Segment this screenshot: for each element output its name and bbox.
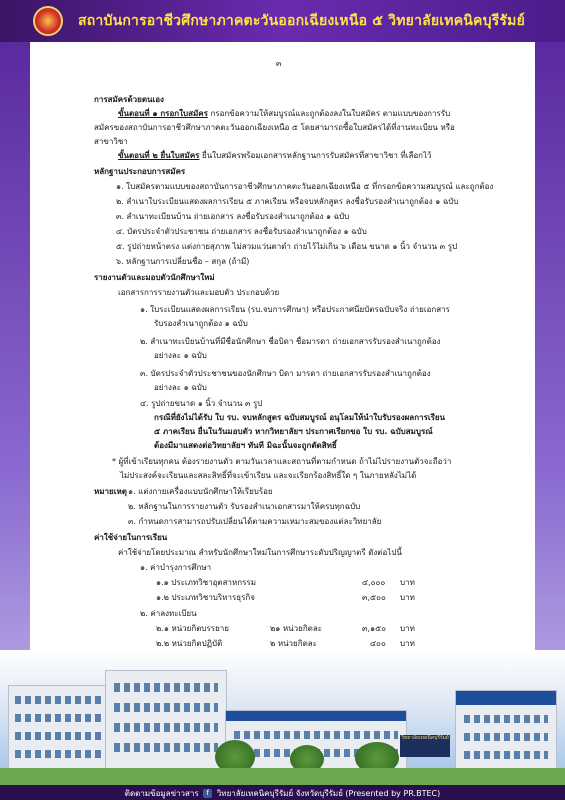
step2-text: ยื่นใบสมัครพร้อมเอกสารหลักฐานการรับสมัครที่สาขาวิชา ที่เลือกไว้: [202, 151, 432, 160]
report-item-cont: อย่างละ ๑ ฉบับ: [154, 351, 207, 360]
step2-label: ขั้นตอนที่ ๒ ยื่นใบสมัคร: [118, 151, 200, 160]
footer-text: [0, 787, 565, 800]
report-intro: เอกสารการรายงานตัวและมอบตัว ประกอบด้วย: [118, 288, 280, 297]
facebook-icon[interactable]: f: [203, 789, 212, 798]
remark-item: ๓. กำหนดการสามารถปรับเปลี่ยนได้ตามความเหมาะสมของแต่ละวิทยาลัย: [128, 517, 382, 526]
step2-line: [118, 150, 432, 162]
step1-text-c: สาขาวิชา: [94, 137, 128, 146]
fee-intro: ค่าใช้จ่ายโดยประมาณ สำหรับนักศึกษาใหม่ในการศึกษาระดับปริญญาตรี ดังต่อไปนี้: [118, 548, 402, 557]
report-item: ๑. ใบระเบียนแสดงผลการเรียน (รบ.จบการศึกษา) หรือประกาศนียบัตรฉบับจริง ถ่ายเอกสาร: [140, 305, 450, 314]
evidence-title: หลักฐานประกอบการสมัคร: [94, 167, 186, 176]
report-item: ๔. รูปถ่ายขนาด ๑ นิ้ว จำนวน ๓ รูป: [140, 399, 263, 408]
college-logo: [33, 6, 63, 36]
fee-item-amount: ๓,๑๕๐: [362, 624, 387, 633]
building-roof: [226, 711, 406, 721]
fee-item-amount: ๔,๐๐๐: [362, 578, 386, 587]
remark-label: หมายเหตุ: [94, 487, 127, 496]
report-bold-note: ต้องมีมาแสดงต่อวิทยาลัยฯ ทันที มิฉะนั้นจะถูกตัดสิทธิ์: [154, 441, 337, 450]
fee-item-amount: ๔๐๐: [370, 639, 386, 648]
fee-item-name: ๒.๑ หน่วยกิตบรรยาย: [156, 624, 229, 633]
section-apply-title: การสมัครด้วยตนเอง: [94, 95, 164, 104]
evidence-item: ๔. บัตรประจำตัวประชาชน ถ่ายเอกสาร ลงชื่อรับรองสำเนาถูกต้อง ๑ ฉบับ: [116, 227, 367, 236]
remark-item: ๑. แต่งกายเครื่องแบบนักศึกษาให้เรียบร้อย: [128, 487, 273, 496]
window-row: [114, 703, 218, 712]
evidence-item: ๒. สำเนาใบระเบียนแสดงผลการเรียน ๕ ภาคเรียน หรือจบหลักสูตร ลงชื่อรับรองสำเนาถูกต้อง ๑ ฉบับ: [116, 197, 459, 206]
report-bold-note: ๕ ภาคเรียน ยื่นในวันมอบตัว หากวิทยาลัยฯ ประกาศเรียกขอ ใบ รบ. ฉบับสมบูรณ์: [154, 427, 433, 436]
window-row: [114, 743, 218, 752]
window-row: [464, 751, 548, 759]
fee-item-unit: บาท: [400, 639, 415, 648]
fee-item-credits: ๒ หน่วยกิตละ: [270, 639, 317, 648]
star-note: * ผู้ที่เข้าเรียนทุกคน ต้องรายงานตัว ตามวันเวลาและสถานที่ตามกำหนด ถ้าไม่ไปรายงานตัวจะถือว่า: [112, 457, 452, 466]
window-row: [15, 714, 111, 722]
evidence-item: ๖. หลักฐานการเปลี่ยนชื่อ – สกุล (ถ้ามี): [116, 257, 250, 266]
remark-item: ๒. หลักฐานในการรายงานตัว รับรองสำเนาเอกสารมาให้ครบทุกฉบับ: [128, 502, 361, 511]
window-row: [234, 731, 398, 739]
fee1-title: ๑. ค่าบำรุงการศึกษา: [140, 563, 212, 572]
header-title: สถาบันการอาชีวศึกษาภาคตะวันออกเฉียงเหนือ ๕ วิทยาลัยเทคนิคบุรีรัมย์: [78, 13, 525, 29]
page-number: ๓: [276, 59, 282, 68]
fee-item-name: ๑.๑ ประเภทวิชาอุตสาหกรรม: [156, 578, 256, 587]
evidence-item: ๕. รูปถ่ายหน้าตรง แต่งกายสุภาพ ไม่สวมแว่นตาดำ ถ่ายไว้ไม่เกิน ๖ เดือน ขนาด ๑ นิ้ว จำนวน ๓ รูป: [116, 242, 458, 251]
college-sign: วิทยาลัยเทคนิคบุรีรัมย์: [400, 735, 450, 757]
fee-item-credits: ๒๑ หน่วยกิตละ: [270, 624, 323, 633]
fee-item-unit: บาท: [400, 593, 415, 602]
fee2-title: ๒. ค่าลงทะเบียน: [140, 609, 197, 618]
window-row: [114, 723, 218, 732]
building-left: [8, 685, 120, 772]
fee-title: ค่าใช้จ่ายในการเรียน: [94, 533, 168, 542]
lawn: [0, 768, 565, 785]
footer-text-b: วิทยาลัยเทคนิคบุรีรัมย์ จังหวัดบุรีรัมย์ (Presented by PR.BTEC): [216, 789, 441, 798]
step1-line: [118, 108, 450, 120]
window-row: [464, 733, 548, 741]
window-row: [15, 750, 111, 758]
fee-item-unit: บาท: [400, 624, 415, 633]
star-note: ไม่ประสงค์จะเรียนและสละสิทธิ์ที่จะเข้าเรียน และจะเรียกร้องสิทธิ์ใด ๆ ในภายหลังไม่ได้: [120, 471, 417, 480]
report-item: ๒. สำเนาทะเบียนบ้านที่มีชื่อนักศึกษา ชื่อบิดา ชื่อมารดา ถ่ายเอกสารรับรองสำเนาถูกต้อง: [140, 337, 441, 346]
window-row: [15, 732, 111, 740]
evidence-item: ๓. สำเนาทะเบียนบ้าน ถ่ายเอกสาร ลงชื่อรับรองสำเนาถูกต้อง ๑ ฉบับ: [116, 212, 350, 221]
footer-bar: [0, 785, 565, 800]
building-tall: [105, 670, 227, 772]
report-item-cont: อย่างละ ๑ ฉบับ: [154, 383, 207, 392]
campus-photo: [0, 650, 565, 785]
report-title: รายงานตัวและมอบตัวนักศึกษาใหม่: [94, 273, 215, 282]
report-item: ๓. บัตรประจำตัวประชาชนของนักศึกษา บิดา มารดา ถ่ายเอกสารรับรองสำเนาถูกต้อง: [140, 369, 431, 378]
fee-item-unit: บาท: [400, 578, 415, 587]
report-item-cont: รับรองสำเนาถูกต้อง ๑ ฉบับ: [154, 319, 248, 328]
fee-item-name: ๒.๒ หน่วยกิตปฏิบัติ: [156, 639, 223, 648]
fee-item-name: ๑.๒ ประเภทวิชาบริหารธุรกิจ: [156, 593, 255, 602]
step1-text: กรอกข้อความให้สมบูรณ์และถูกต้องลงในใบสมัคร ตามแบบของการรับ: [210, 109, 451, 118]
building-roof: [456, 691, 556, 705]
step1-text-b: สมัครของสถาบันการอาชีวศึกษาภาคตะวันออกเฉียงเหนือ ๕ โดยสามารถซื้อใบสมัครได้ที่งานทะเบียน หรือ: [94, 123, 455, 132]
window-row: [464, 715, 548, 723]
footer-text-a: ติดตามข้อมูลข่าวสาร: [124, 789, 199, 798]
building-right: [455, 690, 557, 772]
header-banner: [0, 0, 565, 42]
step1-label: ขั้นตอนที่ ๑ กรอกใบสมัคร: [118, 109, 208, 118]
window-row: [15, 696, 111, 704]
evidence-item: ๑. ใบสมัครตามแบบของสถาบันการอาชีวศึกษาภาคตะวันออกเฉียงเหนือ ๕ ที่กรอกข้อความสมบูรณ์ และถูกต้อง: [116, 182, 494, 191]
report-bold-note: กรณีที่ยังไม่ได้รับ ใบ รบ. จบหลักสูตร ฉบับสมบูรณ์ อนุโลมให้นำใบรับรองผลการเรียน: [154, 413, 446, 422]
window-row: [114, 683, 218, 692]
fee-item-amount: ๓,๕๐๐: [362, 593, 386, 602]
